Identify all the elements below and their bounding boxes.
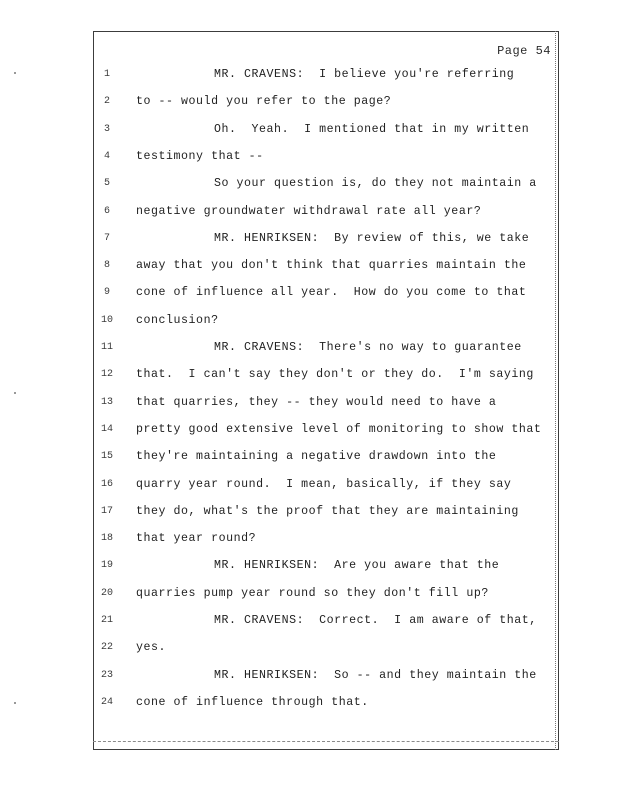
transcript-line: MR. CRAVENS: I believe you're referring	[214, 68, 515, 81]
line-number: 6	[103, 206, 110, 217]
line-number: 2	[103, 96, 110, 107]
line-number: 24	[100, 697, 113, 708]
line-number: 21	[100, 615, 113, 626]
transcript-line: that quarries, they -- they would need to have a	[136, 396, 497, 409]
transcript-line: MR. HENRIKSEN: So -- and they maintain the	[214, 669, 537, 682]
transcript-line: So your question is, do they not maintain a	[214, 177, 537, 190]
transcript-line: quarry year round. I mean, basically, if they say	[136, 478, 512, 491]
scan-mark	[14, 72, 16, 74]
transcript-line: they're maintaining a negative drawdown into the	[136, 450, 497, 463]
page-footer-rule	[93, 741, 559, 742]
line-number: 14	[100, 424, 113, 435]
line-number: 12	[100, 369, 113, 380]
line-number: 13	[100, 397, 113, 408]
line-number: 23	[100, 670, 113, 681]
line-number: 19	[100, 560, 113, 571]
line-number: 5	[103, 178, 110, 189]
line-number: 22	[100, 642, 113, 653]
transcript-line: testimony that --	[136, 150, 264, 163]
line-number: 4	[103, 151, 110, 162]
line-number: 9	[103, 287, 110, 298]
transcript-line: Oh. Yeah. I mentioned that in my written	[214, 123, 530, 136]
transcript-line: MR. HENRIKSEN: Are you aware that the	[214, 559, 500, 572]
line-number: 20	[100, 588, 113, 599]
transcript-line: that. I can't say they don't or they do. I'm saying	[136, 368, 534, 381]
transcript-line: MR. CRAVENS: There's no way to guarantee	[214, 341, 522, 354]
transcript-line: MR. HENRIKSEN: By review of this, we take	[214, 232, 530, 245]
scan-mark	[14, 702, 16, 704]
transcript-line: negative groundwater withdrawal rate all year?	[136, 205, 482, 218]
transcript-line: they do, what's the proof that they are maintaining	[136, 505, 519, 518]
transcript-line: conclusion?	[136, 314, 219, 327]
line-number: 1	[103, 69, 110, 80]
transcript-line: that year round?	[136, 532, 257, 545]
transcript-line: MR. CRAVENS: Correct. I am aware of that,	[214, 614, 537, 627]
transcript-line: to -- would you refer to the page?	[136, 95, 392, 108]
line-number: 3	[103, 124, 110, 135]
line-number: 7	[103, 233, 110, 244]
line-number: 18	[100, 533, 113, 544]
line-number: 16	[100, 479, 113, 490]
transcript-line: pretty good extensive level of monitoring to show that	[136, 423, 542, 436]
transcript-line: cone of influence all year. How do you come to that	[136, 286, 527, 299]
line-number: 17	[100, 506, 113, 517]
line-number: 10	[100, 315, 113, 326]
transcript-line: yes.	[136, 641, 167, 654]
transcript-line: cone of influence through that.	[136, 696, 369, 709]
transcript-line: away that you don't think that quarries maintain the	[136, 259, 527, 272]
page-number: Page 54	[497, 44, 551, 58]
line-number: 15	[100, 451, 113, 462]
line-number: 11	[100, 342, 113, 353]
scan-mark	[14, 392, 16, 394]
line-number: 8	[103, 260, 110, 271]
transcript-line: quarries pump year round so they don't fill up?	[136, 587, 489, 600]
